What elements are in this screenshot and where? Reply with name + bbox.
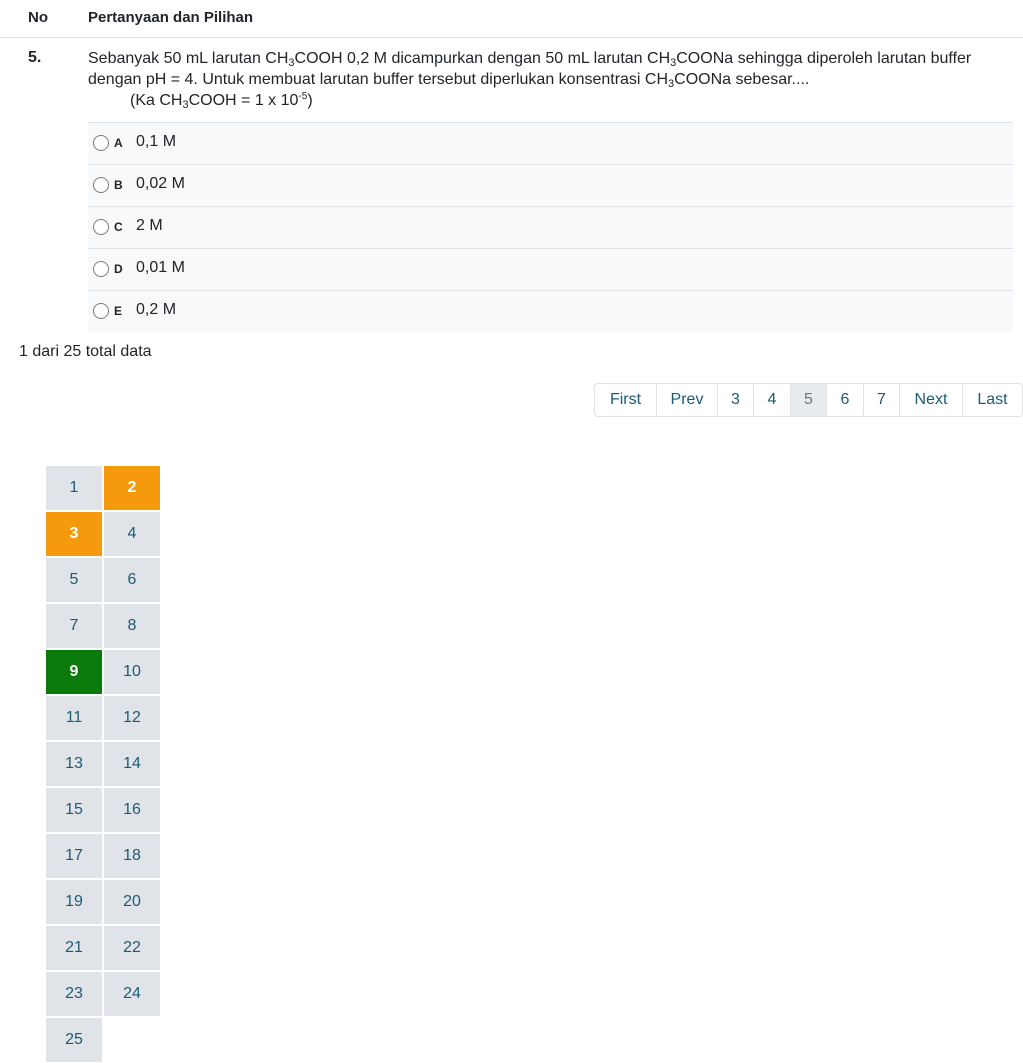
question-nav-cell[interactable]: 21	[46, 926, 102, 970]
question-nav-cell[interactable]: 25	[46, 1018, 102, 1062]
next-page-button[interactable]: Next	[899, 384, 962, 416]
answer-options	[88, 122, 1013, 332]
ka-note: (Ka $CH_3COOH = 1$ x $10^{-5}$)	[130, 91, 313, 111]
question-nav-cell[interactable]: 13	[46, 742, 102, 786]
data-count: 1 dari 25 total data	[19, 343, 152, 360]
first-page-button[interactable]: First	[609, 391, 642, 408]
question-nav-cell[interactable]: 4	[104, 512, 160, 556]
question-text: Sebanyak 50 mL larutan $CH_3COOH$ 0,2 M dicampurkan dengan 50 mL larutan $CH_3COONa$ sehingga diperoleh larutan buffer dengan pH = 4. Untuk membuat larutan buffer tersebut diperlukan konsentrasi $CH_3COONa$ sebesar.... (Ka $CH_3COOH = 1$ x $10^{-5}$)	[88, 48, 1008, 111]
radio-button[interactable]	[93, 303, 109, 319]
question-nav-grid	[46, 466, 162, 1062]
radio-button[interactable]	[93, 177, 109, 193]
option-e[interactable]	[88, 290, 1013, 332]
option-d[interactable]	[88, 248, 1013, 290]
option-c[interactable]	[88, 206, 1013, 248]
question-nav-cell[interactable]: 17	[46, 834, 102, 878]
pagination	[594, 383, 1023, 417]
question-nav-cell[interactable]: 18	[104, 834, 160, 878]
option-letter: C	[114, 220, 123, 234]
question-nav-cell[interactable]: 15	[46, 788, 102, 832]
column-header-question: Pertanyaan dan Pilihan	[88, 9, 254, 26]
option-letter: B	[114, 178, 123, 192]
question-nav-cell[interactable]: 1	[46, 466, 102, 510]
option-text: 0,2 M	[136, 301, 177, 318]
radio-button[interactable]	[93, 261, 109, 277]
option-a[interactable]	[88, 122, 1013, 164]
question-nav-cell[interactable]: 20	[104, 880, 160, 924]
option-b[interactable]	[88, 164, 1013, 206]
question-nav-cell[interactable]: 24	[104, 972, 160, 1016]
option-text: 2 M	[136, 217, 163, 234]
question-nav-cell[interactable]: 19	[46, 880, 102, 924]
question-nav-cell[interactable]: 7	[46, 604, 102, 648]
page-button[interactable]: 6	[826, 384, 863, 416]
question-nav-cell[interactable]: 11	[46, 696, 102, 740]
option-letter: D	[114, 262, 123, 276]
question-nav-cell[interactable]: 22	[104, 926, 160, 970]
radio-button[interactable]	[93, 135, 109, 151]
option-letter: E	[114, 304, 123, 318]
question-nav-cell[interactable]: 10	[104, 650, 160, 694]
question-nav-cell[interactable]: 23	[46, 972, 102, 1016]
last-page-button[interactable]: Last	[962, 384, 1022, 416]
option-text: 0,02 M	[136, 175, 185, 192]
question-nav-cell[interactable]: 9	[46, 650, 102, 694]
column-header-no: No	[28, 9, 48, 26]
question-nav-cell[interactable]: 12	[104, 696, 160, 740]
question-nav-cell[interactable]: 2	[104, 466, 160, 510]
table-header	[0, 0, 1023, 38]
page-button[interactable]: 7	[863, 384, 899, 416]
question-nav-cell[interactable]: 8	[104, 604, 160, 648]
page-button[interactable]: 3	[717, 384, 753, 416]
question-nav-cell[interactable]: 16	[104, 788, 160, 832]
page-button[interactable]: 4	[753, 384, 790, 416]
option-text: 0,1 M	[136, 133, 177, 150]
option-letter: A	[114, 136, 123, 150]
question-nav-cell[interactable]: 6	[104, 558, 160, 602]
question-nav-cell[interactable]: 5	[46, 558, 102, 602]
prev-page-button[interactable]: Prev	[656, 384, 717, 416]
question-nav-cell[interactable]: 14	[104, 742, 160, 786]
page-button-active[interactable]: 5	[790, 384, 826, 416]
question-number: 5.	[28, 49, 42, 66]
question-nav-cell[interactable]: 3	[46, 512, 102, 556]
option-text: 0,01 M	[136, 259, 185, 276]
radio-button[interactable]	[93, 219, 109, 235]
